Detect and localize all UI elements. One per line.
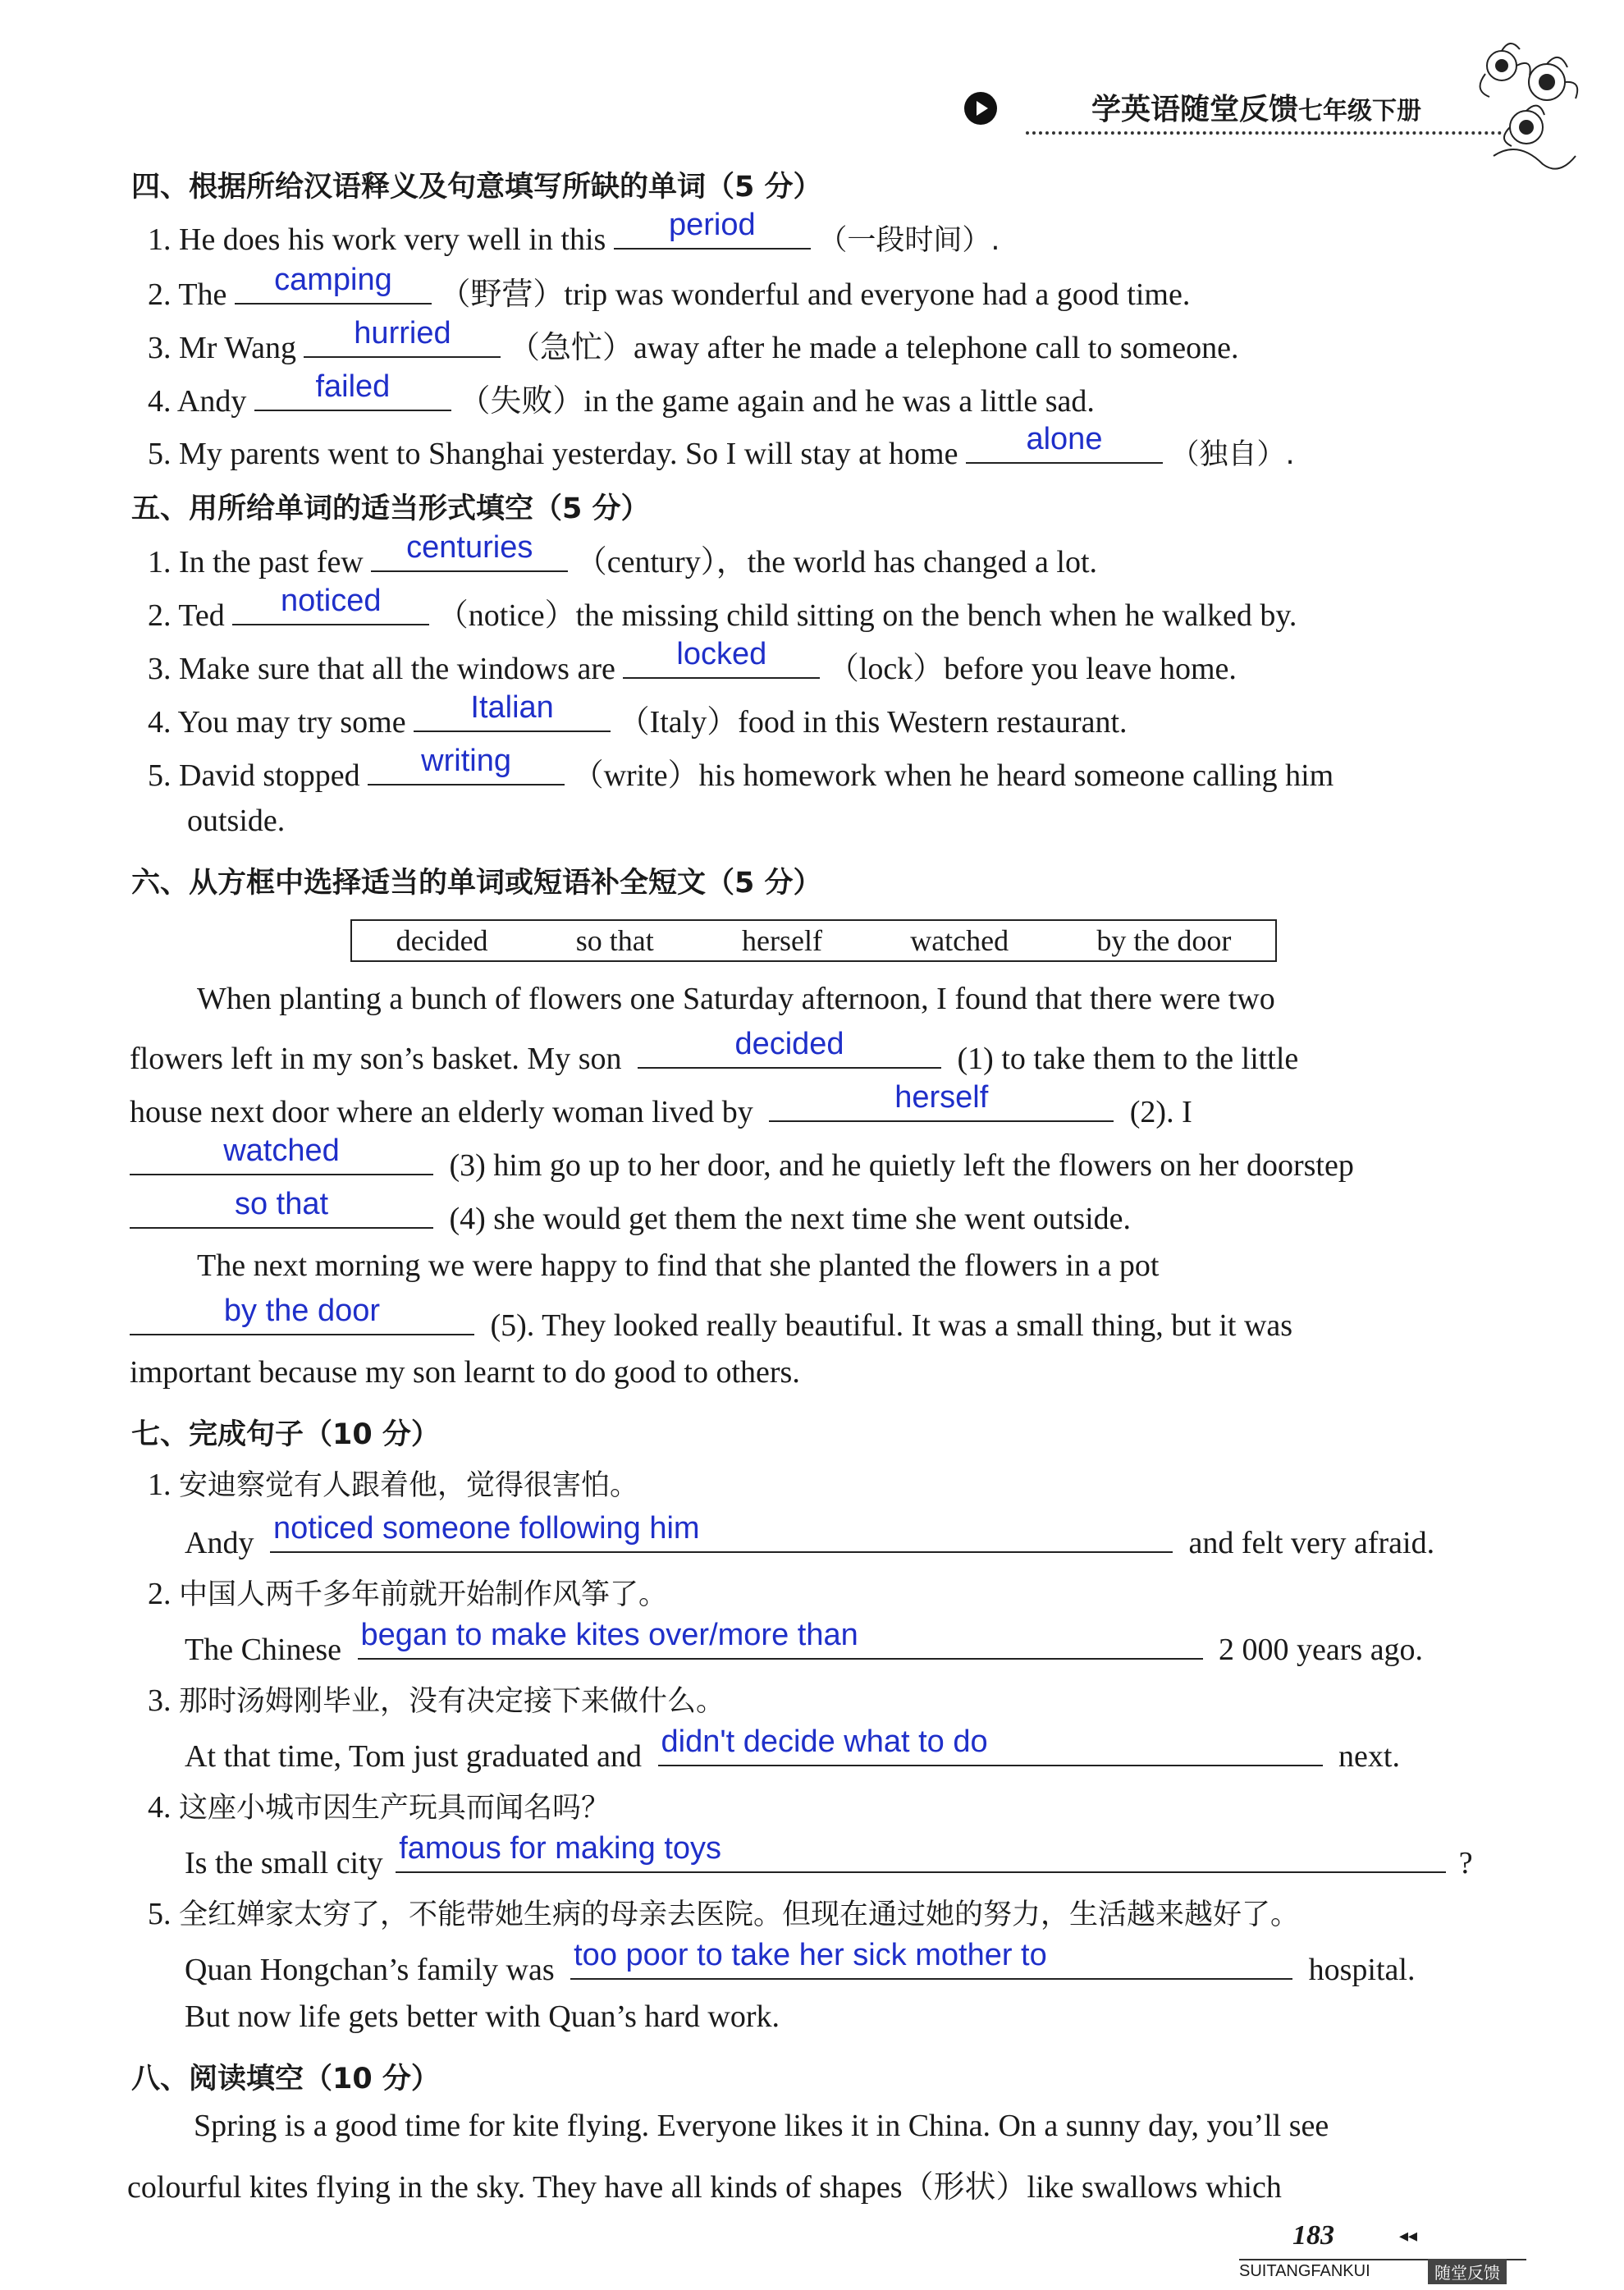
s7-blank-4[interactable]: famous for making toys	[396, 1839, 1446, 1873]
s5-item-4: 4. You may try some Italian （Italy）food in this Western restaurant.	[148, 690, 1128, 740]
s6-blank-1[interactable]: decided	[638, 1034, 941, 1069]
s5-blank-1[interactable]: centuries	[371, 538, 568, 572]
s7-item-1-en: Andy noticed someone following him and felt very afraid.	[185, 1511, 1435, 1560]
footer-tag: 随堂反馈	[1428, 2259, 1507, 2284]
s6-para1-line4: watched (3) him go up to her door, and he quietly left the flowers on her doorstep	[130, 1141, 1354, 1184]
section6-title: 六、从方框中选择适当的单词或短语补全短文（5 分）	[131, 867, 822, 900]
header-title	[1091, 86, 1421, 128]
s8-para-line1: Spring is a good time for kite flying. Everyone likes it in China. On a sunny day, you’ll see	[194, 2109, 1329, 2143]
s6-para1-line1: When planting a bunch of flowers one Saturday afternoon, I found that there were two	[197, 982, 1275, 1016]
s7-item-1-cn: 1. 安迪察觉有人跟着他，觉得很害怕。	[148, 1468, 639, 1502]
word-option: by the door	[1096, 924, 1232, 957]
s8-para-line2: colourful kites flying in the sky. They have all kinds of shapes（形状）like swallows which	[127, 2170, 1282, 2205]
s7-blank-2[interactable]: began to make kites over/more than	[358, 1625, 1203, 1660]
s6-para2-line2: by the door (5). They looked really beautiful. It was a small thing, but it was	[130, 1301, 1292, 1344]
header-dotted-rule	[1026, 131, 1502, 135]
s5-item-1: 1. In the past few centuries （century），the world has changed a lot.	[148, 530, 1098, 579]
word-option: watched	[910, 924, 1009, 957]
s4-item-1: 1. He does his work very well in this period （一段时间）.	[148, 208, 1000, 257]
s7-item-4-en: Is the small city famous for making toys ?	[185, 1831, 1473, 1880]
section8-title: 八、阅读填空（10 分）	[131, 2063, 440, 2095]
s5-item-5: 5. David stopped writing （write）his homework when he heard someone calling him	[148, 744, 1334, 793]
s7-item-4-cn: 4. 这座小城市因生产玩具而闻名吗？	[148, 1790, 611, 1825]
s7-item-3-cn: 3. 那时汤姆刚毕业，没有决定接下来做什么。	[148, 1683, 725, 1718]
page-number: 183	[1292, 2220, 1334, 2251]
s6-para2-line1: The next morning we were happy to find that she planted the flowers in a pot	[197, 1248, 1160, 1283]
word-option: herself	[742, 924, 822, 957]
s5-item-3: 3. Make sure that all the windows are locked （lock）before you leave home.	[148, 637, 1237, 686]
s4-item-5: 5. My parents went to Shanghai yesterday. So I will stay at home alone （独自）.	[148, 422, 1295, 471]
s4-item-3: 3. Mr Wang hurried （急忙）away after he made a telephone call to someone.	[148, 316, 1239, 365]
s4-blank-5[interactable]: alone	[966, 429, 1163, 464]
s4-blank-1[interactable]: period	[614, 215, 811, 250]
s6-blank-4[interactable]: so that	[130, 1194, 433, 1229]
s5-blank-4[interactable]: Italian	[414, 698, 611, 732]
s4-item-2: 2. The camping （野营）trip was wonderful and everyone had a good time.	[148, 263, 1191, 312]
back-arrows-icon: ◂◂	[1399, 2226, 1418, 2246]
word-box	[350, 919, 1277, 962]
s7-item-3-en: At that time, Tom just graduated and didn't decide what to do next.	[185, 1724, 1400, 1774]
s7-item-5-en: Quan Hongchan’s family was too poor to take her sick mother to hospital.	[185, 1938, 1416, 1987]
header-subtitle: 七年级下册	[1298, 97, 1422, 126]
section4-title: 四、根据所给汉语释义及句意填写所缺的单词（5 分）	[131, 171, 822, 204]
s4-blank-3[interactable]: hurried	[304, 323, 501, 358]
s6-blank-3[interactable]: watched	[130, 1141, 433, 1175]
s7-blank-3[interactable]: didn't decide what to do	[658, 1732, 1323, 1766]
word-option: decided	[396, 924, 488, 957]
s6-para2-line3: important because my son learnt to do good to others.	[130, 1355, 800, 1390]
s6-para1-line2: flowers left in my son’s basket. My son decided (1) to take them to the little	[130, 1027, 1299, 1076]
s7-blank-5[interactable]: too poor to take her sick mother to	[570, 1945, 1292, 1980]
footer-brand: SUITANGFANKUI	[1239, 2262, 1370, 2280]
s7-item-2-cn: 2. 中国人两千多年前就开始制作风筝了。	[148, 1577, 668, 1611]
s7-item-2-en: The Chinese began to make kites over/more than 2 000 years ago.	[185, 1618, 1424, 1667]
s4-blank-2[interactable]: camping	[235, 270, 432, 305]
s6-para1-line3: house next door where an elderly woman lived by herself (2). I	[130, 1080, 1192, 1129]
play-icon	[964, 92, 997, 125]
s7-item-5-cont: But now life gets better with Quan’s hard work.	[185, 1999, 780, 2034]
section7-title: 七、完成句子（10 分）	[131, 1418, 440, 1451]
flower-ornament-icon	[1469, 33, 1592, 189]
s6-blank-5[interactable]: by the door	[130, 1301, 474, 1335]
s4-blank-4[interactable]: failed	[254, 377, 451, 411]
s7-item-5-cn: 5. 全红婵家太穷了，不能带她生病的母亲去医院。但现在通过她的努力，生活越来越好了。	[148, 1897, 1300, 1931]
s5-blank-2[interactable]: noticed	[232, 591, 429, 625]
s6-blank-2[interactable]: herself	[769, 1088, 1114, 1122]
s5-blank-3[interactable]: locked	[623, 644, 820, 679]
s4-item-4: 4. Andy failed （失败）in the game again and he was a little sad.	[148, 369, 1095, 419]
s5-item-5-cont: outside.	[187, 804, 286, 838]
word-option: so that	[575, 924, 654, 957]
s7-blank-1[interactable]: noticed someone following him	[270, 1518, 1173, 1553]
section5-title: 五、用所给单词的适当形式填空（5 分）	[131, 492, 650, 525]
s5-item-2: 2. Ted noticed （notice）the missing child sitting on the bench when he walked by.	[148, 584, 1297, 633]
s6-para1-line5: so that (4) she would get them the next time she went outside.	[130, 1194, 1131, 1237]
s5-blank-5[interactable]: writing	[368, 751, 565, 785]
header-title-text: 学英语随堂反馈	[1091, 93, 1299, 126]
